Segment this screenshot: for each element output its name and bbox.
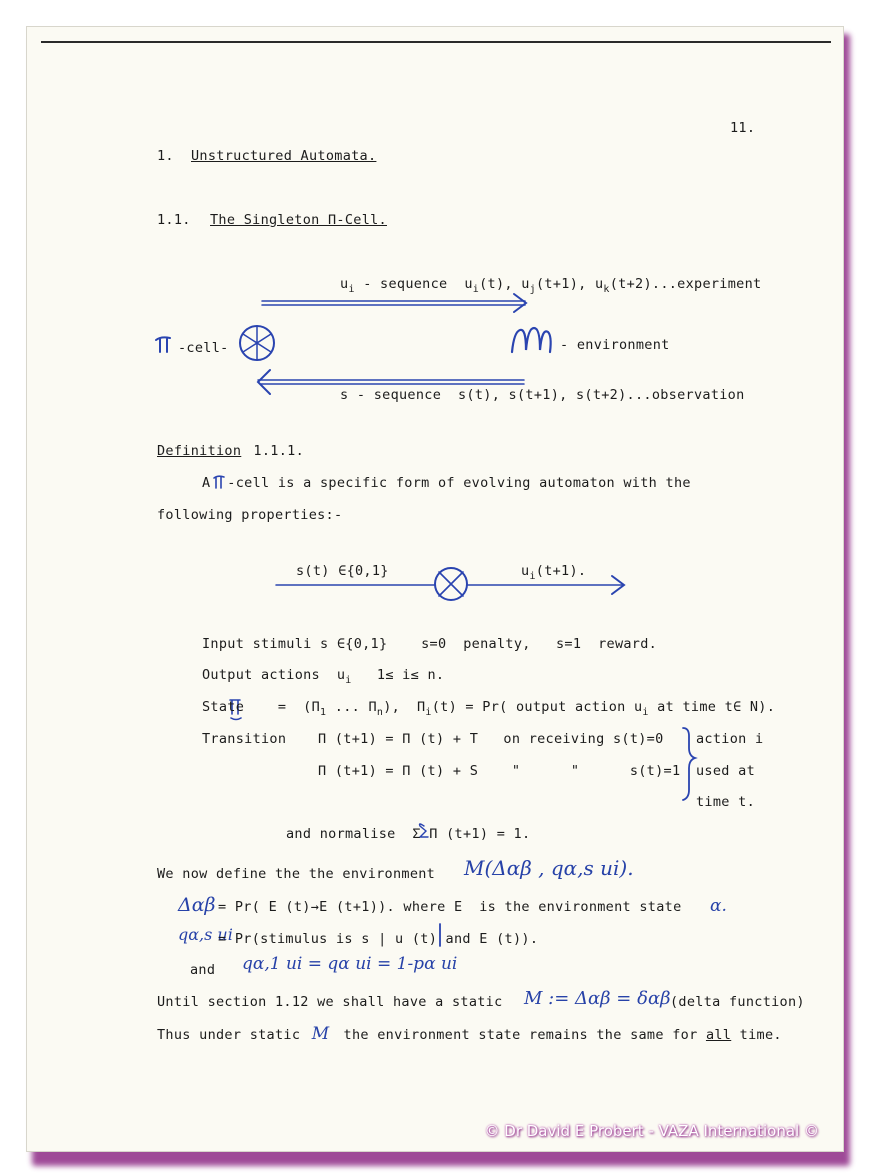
- brace-note-3: time t.: [696, 794, 755, 810]
- definition-line-1: A -cell is a specific form of evolving automaton with the: [202, 475, 691, 491]
- copyright-watermark: © Dr David E Probert - VAZA International ©: [484, 1122, 819, 1140]
- q-definition: = Pr(stimulus is s | u (t) and E (t)).: [218, 931, 539, 947]
- section-number: 1.: [157, 148, 174, 164]
- subsection-number: 1.1.: [157, 212, 191, 228]
- definition-number: 1.1.1.: [245, 443, 304, 459]
- section-title: Unstructured Automata.: [191, 148, 377, 164]
- delta-handwriting: Δαβ: [178, 894, 216, 916]
- state-line: State = ($\Pi_1$ ... $\Pi_n$), $\Pi_i(t) = Pr$( output action $u_i$ at time t∈ N).: [202, 699, 776, 718]
- and-label: and: [190, 962, 216, 978]
- static-handwriting: M := Δαβ = δαβ: [524, 988, 671, 1009]
- input-stimuli-line: Input stimuli s ∈{0,1} s=0 penalty, s=1 reward.: [202, 636, 658, 652]
- transition-rule-2: Π (t+1) = Π (t) + S " " s(t)=1: [318, 763, 681, 779]
- output-actions-line: Output actions $u_i$ 1≤ i≤ n.: [202, 667, 445, 686]
- input-label: s(t) ∈{0,1}: [296, 563, 389, 579]
- env-define-handwriting: M(Δαβ , qα,s ui).: [464, 856, 634, 880]
- transition-label: Transition: [202, 731, 287, 747]
- q-handwriting: qα,s ui: [178, 925, 233, 944]
- definition-line-2: following properties:-: [157, 507, 343, 523]
- brace-icon: [683, 728, 695, 800]
- subsection-title: The Singleton Π-Cell.: [210, 212, 387, 228]
- and-handwriting: qα,1 ui = qα ui = 1-pα ui: [242, 954, 458, 974]
- final-line: Thus under static M the environment state remains the same for all time.: [157, 1024, 782, 1044]
- static-line: Until section 1.12 we shall have a static: [157, 994, 503, 1010]
- s-sequence-label: s - sequence s(t), s(t+1), s(t+2)...observation: [340, 387, 745, 403]
- pi-symbol-icon: [156, 337, 170, 352]
- alpha-handwriting: α.: [710, 896, 727, 916]
- env-define-line: We now define the the environment: [157, 866, 436, 882]
- environment-label: - environment: [560, 337, 670, 353]
- delta-function-label: (delta function): [670, 994, 805, 1010]
- brace-note-2: used at: [696, 763, 755, 779]
- u-sequence-label: $u_i$ - sequence $u_i(t)$, $u_j(t+1)$, $u_k(t+2)...experiment$: [340, 276, 762, 295]
- delta-definition: = Pr( E (t)→E (t+1)). where E is the environment state: [218, 899, 682, 915]
- brace-note-1: action i: [696, 731, 764, 747]
- transition-rule-1: Π (t+1) = Π (t) + T on receiving s(t)=0: [318, 731, 664, 747]
- environment-m-icon: [512, 328, 551, 352]
- output-label: $u_i(t+1)$.: [521, 563, 587, 582]
- normalise-line: and normalise Σ Π (t+1) = 1.: [286, 826, 531, 842]
- u-arrow-icon: [262, 301, 525, 305]
- definition-heading: Definition: [157, 443, 242, 459]
- page-number: 11.: [730, 120, 756, 136]
- cell-label: -cell-: [178, 340, 229, 356]
- s-arrow-icon: [258, 380, 524, 384]
